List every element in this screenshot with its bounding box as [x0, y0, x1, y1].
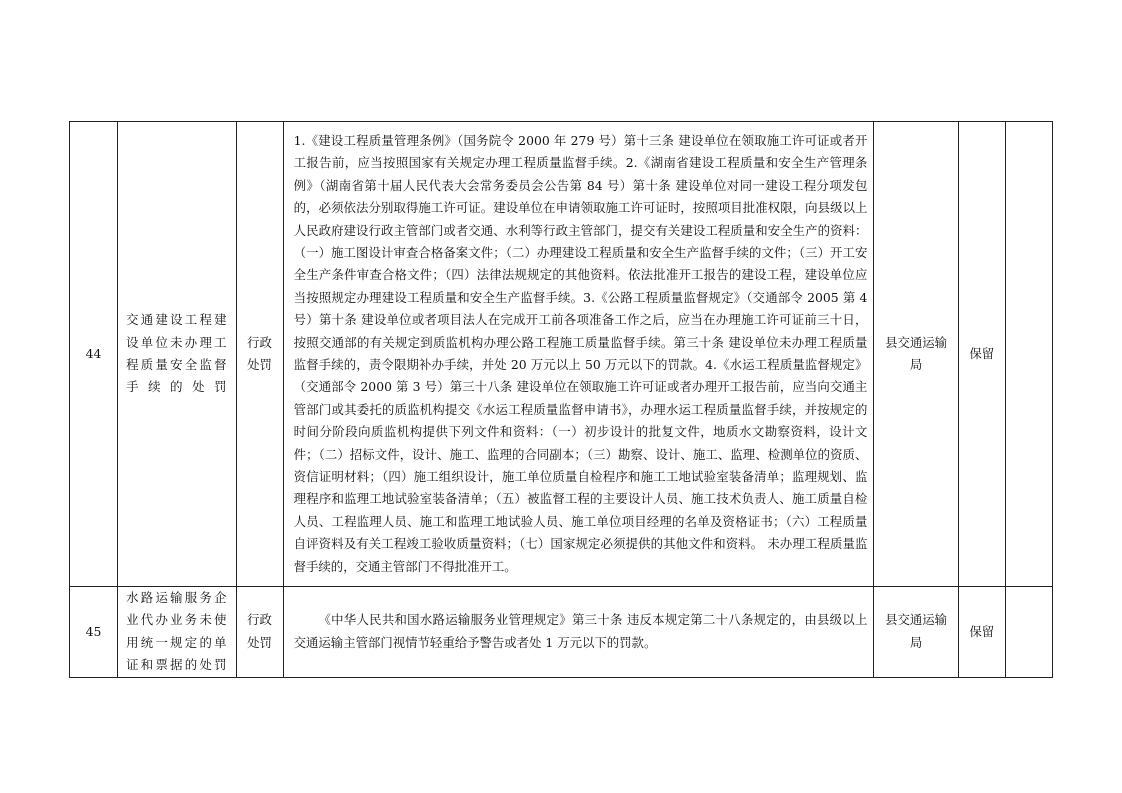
- row-number: 45: [70, 587, 118, 678]
- remark: [1005, 587, 1052, 678]
- department-cell: [874, 587, 958, 678]
- item-name: 水路运输服务企业代办业务未使用统一规定的单证和票据的处罚: [126, 590, 228, 673]
- category: 行政处罚: [247, 334, 272, 372]
- legal-basis-cell: [283, 122, 874, 587]
- status: 保留: [958, 587, 1005, 678]
- category-cell: [236, 122, 283, 587]
- row-number: 44: [70, 122, 118, 587]
- department: 县交通运输局: [885, 334, 948, 372]
- status: 保留: [958, 122, 1005, 587]
- remark: [1005, 122, 1052, 587]
- legal-basis-cell: [283, 587, 874, 678]
- item-name: 交通建设工程建设单位未办理工程质量安全监督手续的处罚: [126, 312, 228, 395]
- department-cell: [874, 122, 958, 587]
- legal-basis: 《中华人民共和国水路运输服务业管理规定》第三十条 违反本规定第二十八条规定的，由县级以上交通运输主管部门视情节轻重给予警告或者处 1 万元以下的罚款。: [293, 612, 868, 650]
- table-row: [70, 122, 1053, 587]
- item-name-cell: [118, 122, 236, 587]
- item-name-cell: [118, 587, 236, 678]
- department: 县交通运输局: [885, 612, 948, 650]
- regulation-table: [69, 121, 1053, 678]
- legal-basis: 1.《建设工程质量管理条例》（国务院令 2000 年 279 号）第十三条 建设单位在领取施工许可证或者开工报告前，应当按照国家有关规定办理工程质量监督手续。2.《湖南省建设工程质量和安全生产管理条例》（湖南省第十届人民代表大会常务委员会公告第 84 号）第十条 建设单位对同一建设工程分项发包的，必须依法分别取得施工许可证。建设单位在申请领取施工许可证时，按照项目批准权限，向县级以上人民政府建设行政主管部门或者交通、水利等行政主管部门，提交有关建设工程质量和安全生产的资料：（一）施工图设计审查合格备案文件；（二）办理建设工程质量和安全生产监督手续的文件；（三）开工安全生产条件审查合格文件；（四）法律法规规定的其他资料。依法批准开工报告的建设工程，建设单位应当按照规定办理建设工程质量和安全生产监督手续。3.《公路工程质量监督规定》（交通部令 2005 第 4 号）第十条 建设单位或者项目法人在完成开工前各项准备工作之后，应当在办理施工许可证前三十日，按照交通部的有关规定到质监机构办理公路工程施工质量监督手续。第三十条 建设单位未办理工程质量监督手续的，责令限期补办手续，并处 20 万元以上 50 万元以下的罚款。4.《水运工程质量监督规定》（交通部令 2000 第 3 号）第三十八条 建设单位在领取施工许可证或者办理开工报告前，应当向交通主管部门或其委托的质监机构提交《水运工程质量监督申请书》，办理水运工程质量监督手续，并按规定的时间分阶段向质监机构提供下列文件和资料：（一）初步设计的批复文件，地质水文勘察资料，设计文件；（二）招标文件，设计、施工、监理的合同副本；（三）勘察、设计、施工、监理、检测单位的资质、资信证明材料；（四）施工组织设计，施工单位质量自检程序和施工工地试验室装备清单；监理规划、监理程序和监理工地试验室装备清单；（五）被监督工程的主要设计人员、施工技术负责人、施工质量自检人员、工程监理人员、施工和监理工地试验人员、施工单位项目经理的名单及资格证书；（六）工程质量自评资料及有关工程竣工验收质量资料；（七）国家规定必须提供的其他文件和资料。 未办理工程质量监督手续的，交通主管部门不得批准开工。: [293, 132, 868, 574]
- category: 行政处罚: [247, 612, 272, 650]
- table-row: [70, 587, 1053, 678]
- category-cell: [236, 587, 283, 678]
